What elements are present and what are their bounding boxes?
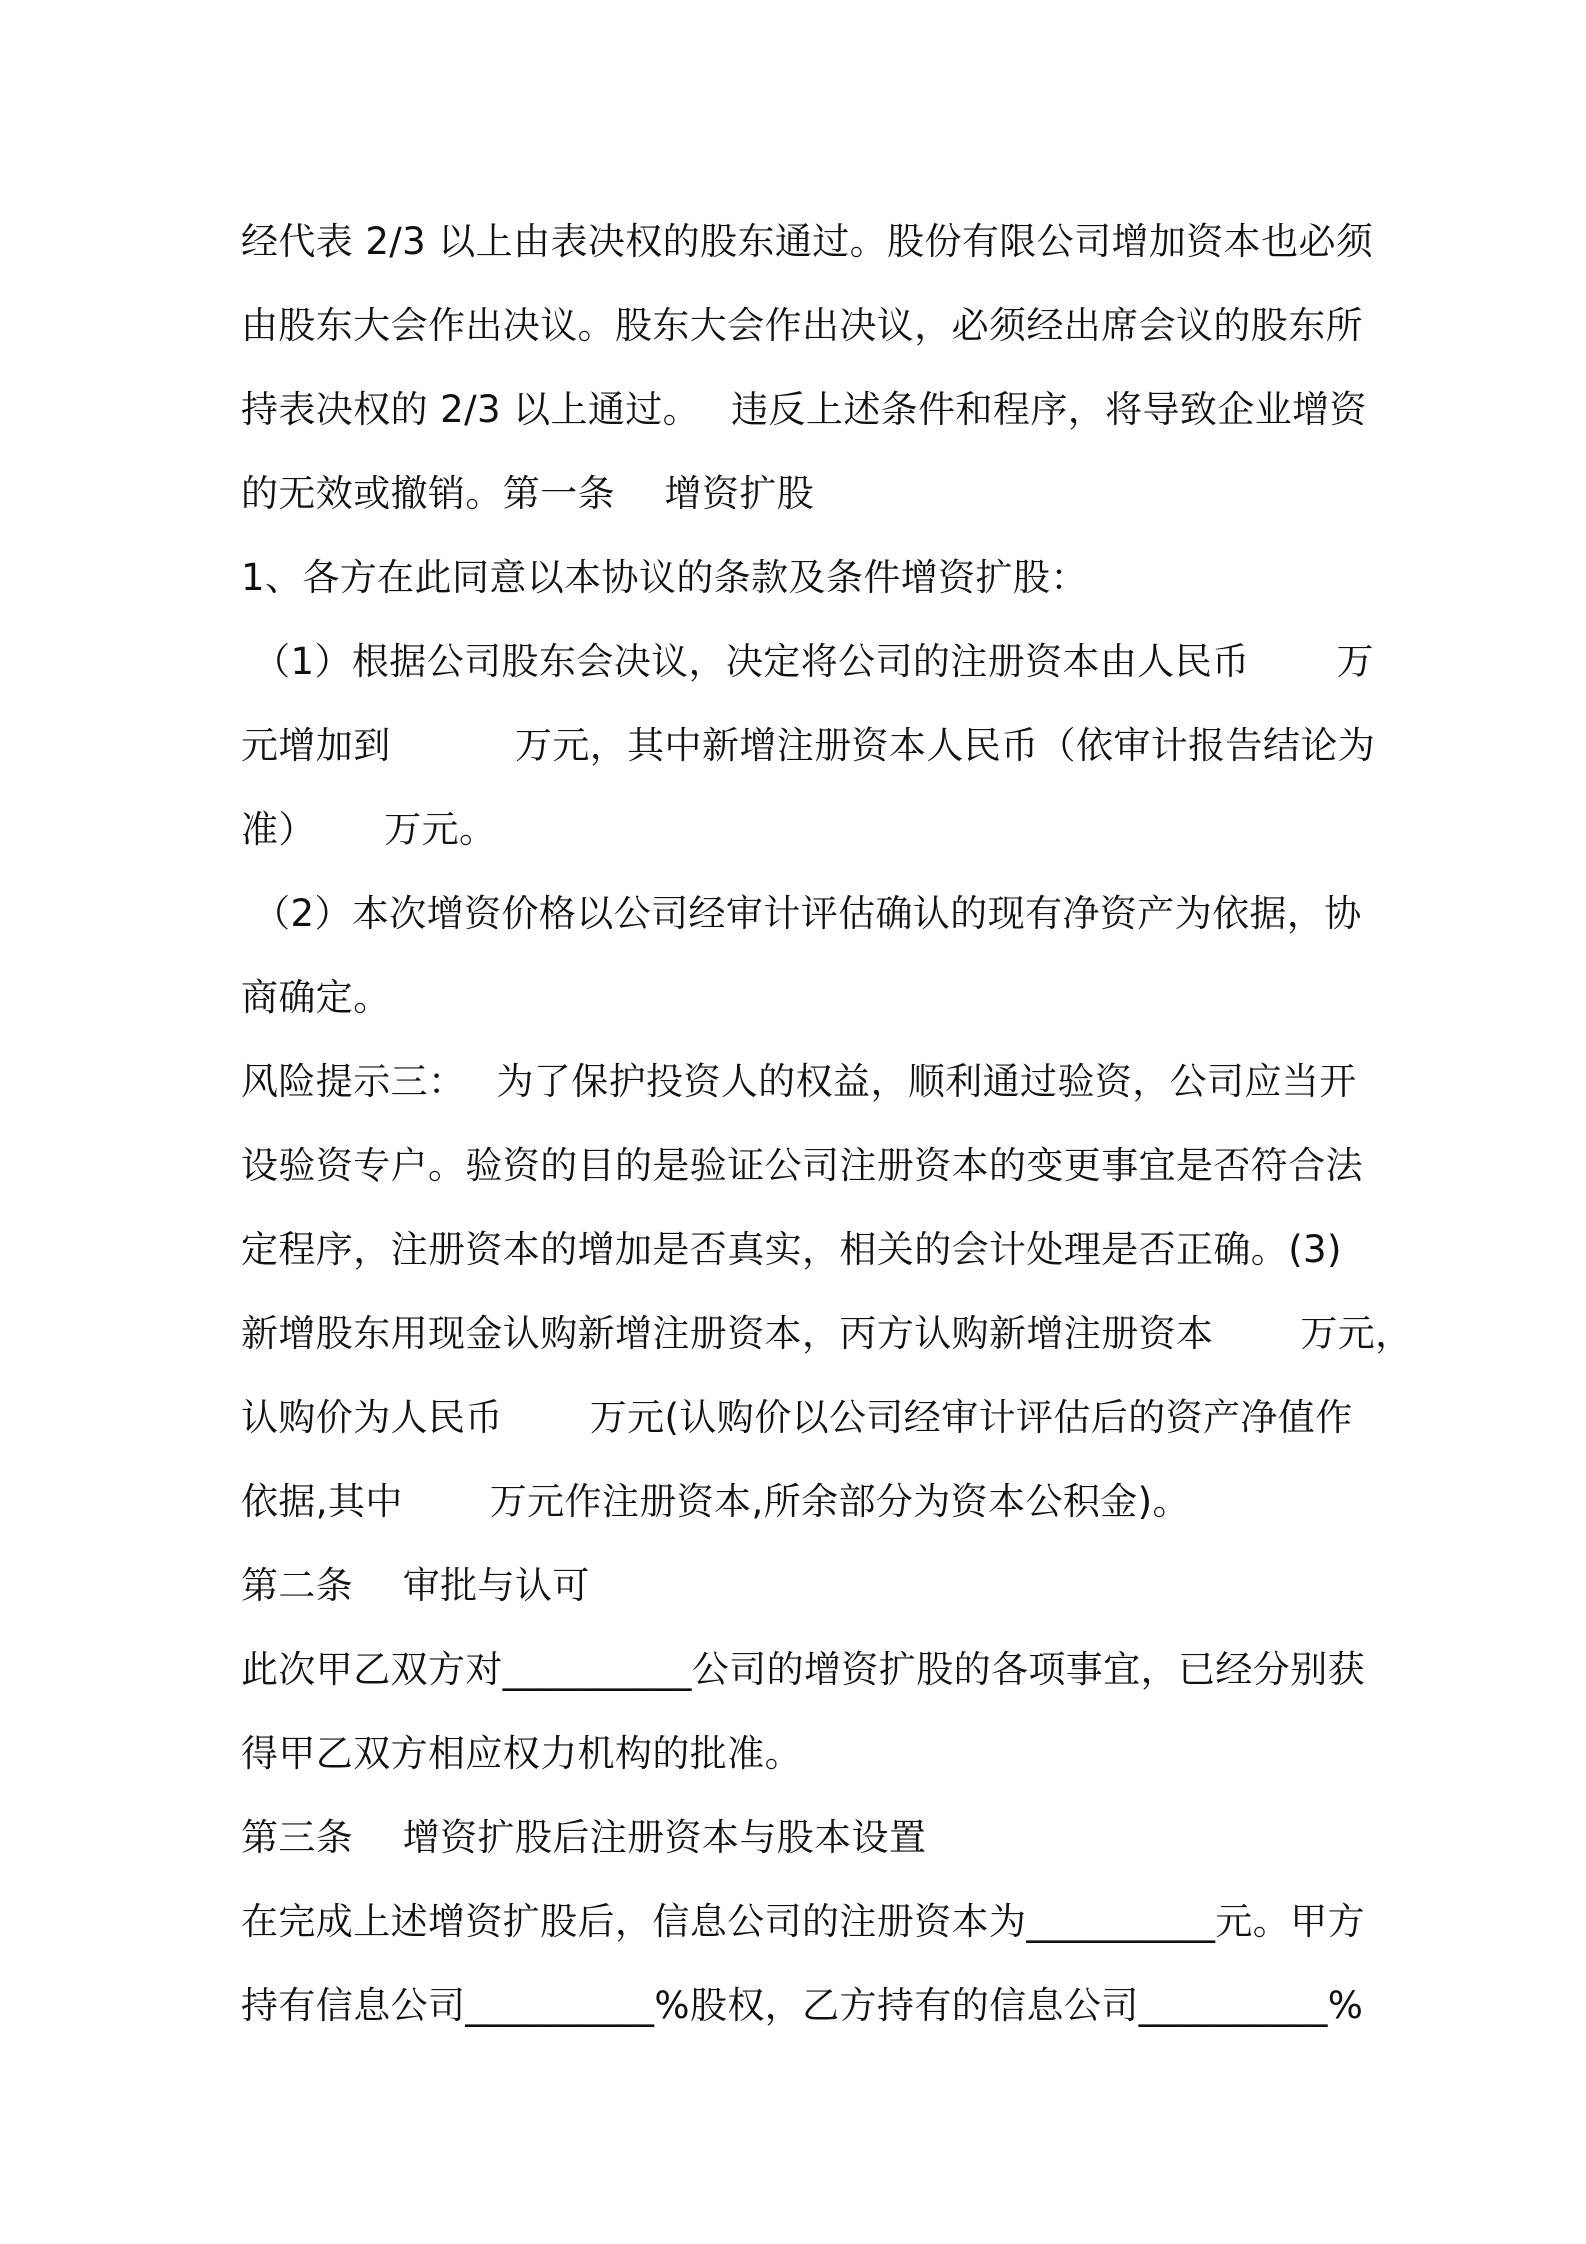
- text-line: 认购价为人民币 万元(认购价以公司经审计评估后的资产净值作: [241, 1396, 1353, 1439]
- text-line: 经代表 2/3 以上由表决权的股东通过。股份有限公司增加资本也必须: [241, 220, 1374, 263]
- text-line: 持有信息公司__________%股权，乙方持有的信息公司__________%: [241, 1984, 1364, 2027]
- text-line: 此次甲乙双方对__________公司的增资扩股的各项事宜，已经分别获: [241, 1648, 1365, 1691]
- text-line: （1）根据公司股东会决议，决定将公司的注册资本由人民币 万: [241, 640, 1374, 683]
- text-line: 第二条 审批与认可: [241, 1564, 590, 1607]
- text-line: 持表决权的 2/3 以上通过。 违反上述条件和程序，将导致企业增资: [241, 388, 1367, 431]
- text-line: 得甲乙双方相应权力机构的批准。: [241, 1732, 802, 1775]
- text-line: 依据,其中 万元作注册资本,所余部分为资本公积金)。: [241, 1480, 1190, 1523]
- text-line: 元增加到 万元，其中新增注册资本人民币（依审计报告结论为: [241, 724, 1376, 767]
- text-line: （2）本次增资价格以公司经审计评估确认的现有净资产为依据，协: [241, 892, 1362, 935]
- text-line: 第三条 增资扩股后注册资本与股本设置: [241, 1816, 927, 1859]
- text-line: 准） 万元。: [241, 808, 497, 851]
- text-line: 新增股东用现金认购新增注册资本，丙方认购新增注册资本 万元，: [241, 1312, 1413, 1355]
- text-line: 的无效或撤销。第一条 增资扩股: [241, 472, 815, 515]
- text-line: 商确定。: [241, 976, 391, 1019]
- text-line: 在完成上述增资扩股后，信息公司的注册资本为__________元。甲方: [241, 1900, 1365, 1943]
- text-line: 定程序，注册资本的增加是否真实，相关的会计处理是否正确。(3): [241, 1228, 1342, 1271]
- text-line: 由股东大会作出决议。股东大会作出决议，必须经出席会议的股东所: [241, 304, 1363, 347]
- document-page: [241, 200, 1413, 2048]
- text-line: 设验资专户。验资的目的是验证公司注册资本的变更事宜是否符合法: [241, 1144, 1363, 1187]
- text-line: 1、各方在此同意以本协议的条款及条件增资扩股：: [241, 556, 1088, 599]
- text-line: 风险提示三： 为了保护投资人的权益，顺利通过验资，公司应当开: [241, 1060, 1357, 1103]
